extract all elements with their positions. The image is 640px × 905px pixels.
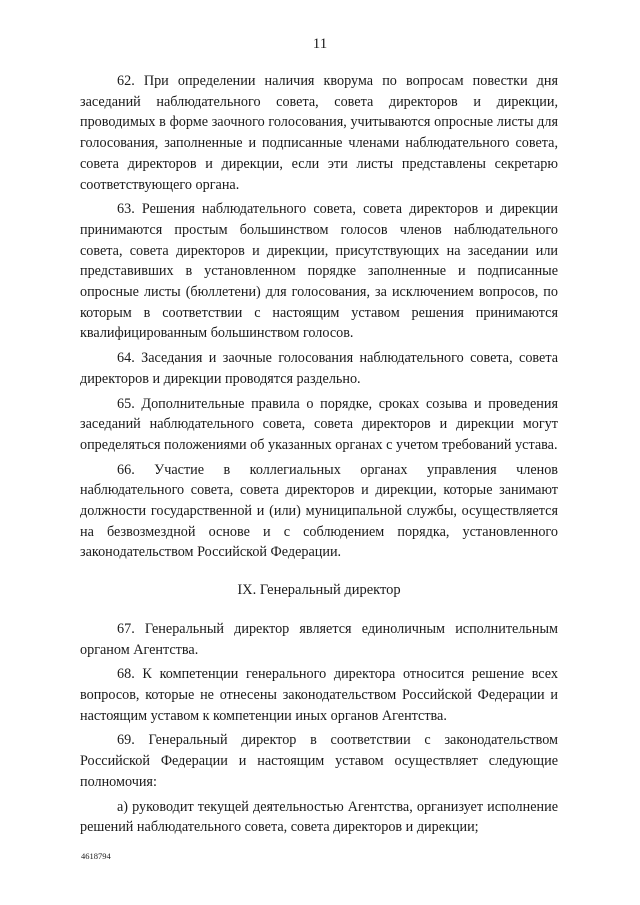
paragraph-64: 64. Заседания и заочные голосования наблюдательного совета, совета директоров и дирекции проводятся раздельно. (80, 350, 558, 387)
paragraph-68: 68. К компетенции генерального директора относится решение всех вопросов, которые не отнесены законодательством Российской Федерации и настоящим уставом к компетенции иных органов Агентства. (80, 666, 558, 724)
paragraph-67: 67. Генеральный директор является единоличным исполнительным органом Агентства. (80, 620, 558, 658)
document-body (80, 71, 558, 842)
paragraph-62: 62. При определении наличия кворума по вопросам повестки дня заседаний наблюдательного совета, совета директоров и дирекции, проводимых в форме заочного голосования, учитываются опросные листы для голосования, заполненные и подписанные членами наблюдательного совета, совета директоров и дирекции, если эти листы представлены секретарю соответствующего органа. (80, 73, 558, 193)
paragraph-69-a: а) руководит текущей деятельностью Агентства, организует исполнение решений наблюдательного совета, совета директоров и дирекции; (80, 798, 558, 836)
paragraph-66: 66. Участие в коллегиальных органах управления членов наблюдательного совета, совета директоров и дирекции, которые занимают должности государственной и (или) муниципальной службы, осуществляется на безвозмездной основе и с соблюдением порядка, установленного законодательством Российской Федерации. (80, 461, 558, 561)
page-number: 11 (312, 36, 328, 52)
section-heading: IX. Генеральный директор (237, 582, 401, 599)
paragraph-69: 69. Генеральный директор в соответствии с законодательством Российской Федерации и настоящим уставом осуществляет следующие полномочия: (80, 732, 558, 790)
paragraph-65: 65. Дополнительные правила о порядке, сроках созыва и проведения заседаний наблюдательного совета, совета директоров и дирекции могут определяться положениями об указанных органах с учетом требований устава. (80, 395, 558, 453)
document-id: 4618794 (81, 851, 111, 861)
paragraph-63: 63. Решения наблюдательного совета, совета директоров и дирекции принимаются простым большинством голосов членов наблюдательного совета, совета директоров и дирекции, присутствующих на заседании или представивших в установленном порядке заполненные и подписанные опросные листы (бюллетени) для голосования, за исключением вопросов, по которым в соответствии с настоящим уставом решения принимаются квалифицированным большинством голосов. (80, 201, 558, 342)
